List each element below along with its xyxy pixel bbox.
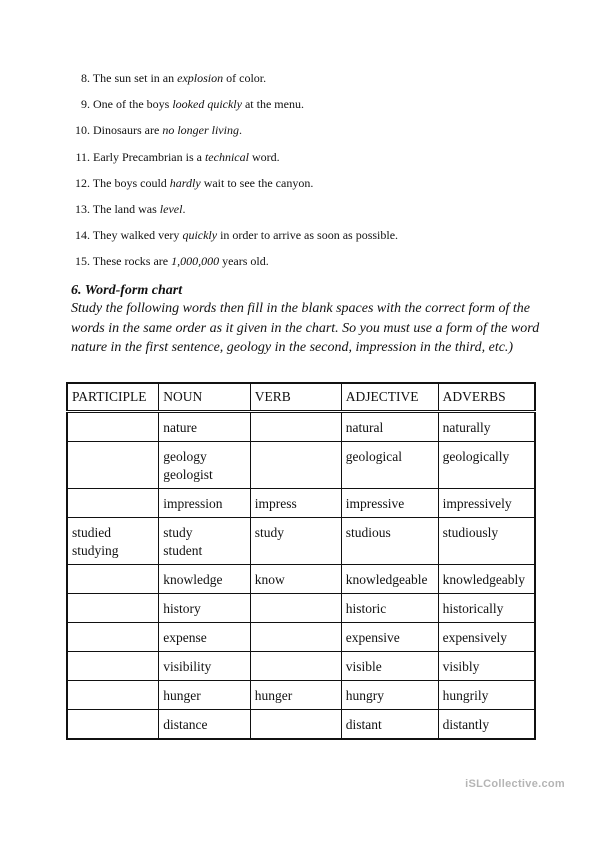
table-row (67, 652, 535, 681)
sentence-item (62, 201, 542, 227)
sentence-text: years old. (219, 254, 269, 269)
table-cell (67, 623, 159, 652)
column-header: ADVERBS (438, 383, 535, 412)
table-cell (67, 442, 159, 489)
cell-word: expense (163, 630, 207, 645)
sentence-target-phrase: explosion (177, 71, 224, 85)
table-cell (438, 681, 535, 710)
cell-word: historically (442, 601, 504, 616)
cell-word: study (254, 525, 284, 540)
cell-word: studying (72, 543, 119, 558)
cell-word: nature (163, 420, 198, 435)
table-row (67, 710, 535, 740)
sentence-item (62, 253, 542, 279)
cell-word: know (254, 572, 285, 587)
sentence-target-phrase: quickly (182, 228, 218, 243)
table-cell (159, 710, 250, 740)
cell-word: history (163, 601, 201, 616)
sentence-item (62, 122, 542, 148)
table-row (67, 681, 535, 710)
sentence-text: . (238, 123, 242, 138)
sentence-number: 11. (75, 149, 90, 164)
table-cell (67, 489, 159, 518)
cell-word: distance (163, 717, 208, 732)
cell-word: visible (345, 659, 382, 674)
table-cell (341, 681, 438, 710)
sentence-text: . (182, 201, 186, 216)
table-row (67, 518, 535, 565)
sentence-item (62, 149, 542, 175)
table-cell (250, 652, 341, 681)
cell-word: distant (345, 717, 382, 732)
section-heading: 6. Word-form chart (71, 283, 183, 298)
table-cell (341, 412, 438, 442)
table-cell (341, 652, 438, 681)
table-cell (438, 623, 535, 652)
sentence-number: 12. (75, 175, 90, 190)
table-cell (341, 710, 438, 740)
table-cell (341, 489, 438, 518)
column-header: NOUN (159, 383, 250, 412)
cell-word: knowledgeably (442, 572, 526, 587)
sentence-text: One of the boys (93, 97, 173, 112)
table-cell (67, 518, 159, 565)
table-cell (159, 652, 250, 681)
column-header: PARTICIPLE (67, 383, 159, 412)
table-cell (67, 681, 159, 710)
cell-word: student (163, 543, 203, 558)
table-cell (438, 594, 535, 623)
cell-word: geology (163, 449, 207, 464)
sentence-text: of color. (223, 71, 267, 85)
table-cell (438, 710, 535, 740)
sentence-target-phrase: looked quickly (172, 97, 242, 112)
table-cell (438, 565, 535, 594)
sentence-text: Dinosaurs are (93, 123, 163, 138)
cell-word: hunger (254, 688, 293, 703)
cell-word: impressively (442, 496, 512, 511)
sentence-target-phrase: level (159, 201, 183, 216)
table-row (67, 442, 535, 489)
cell-word: hungrily (442, 688, 489, 703)
sentence-item (62, 70, 542, 96)
word-form-chart (66, 382, 536, 740)
sentence-target-phrase: no longer living (162, 123, 239, 138)
cell-word: impress (254, 496, 297, 511)
sentence-text: at the menu. (241, 97, 304, 112)
table-cell (250, 594, 341, 623)
cell-word: studiously (442, 525, 499, 540)
table-cell (341, 594, 438, 623)
cell-word: studied (72, 525, 111, 540)
cell-word: knowledgeable (345, 572, 428, 587)
cell-word: impression (163, 496, 223, 511)
table-cell (159, 565, 250, 594)
table-cell (67, 565, 159, 594)
table-cell (341, 518, 438, 565)
sentence-text: The boys could (92, 175, 170, 190)
sentence-text: The sun set in an (92, 71, 178, 85)
sentence-text: The land was (92, 201, 160, 216)
watermark: iSLCollective.com (465, 778, 565, 790)
cell-word: study (163, 525, 193, 540)
table-row (67, 594, 535, 623)
cell-word: knowledge (163, 572, 223, 587)
cell-word: geologically (442, 449, 510, 464)
sentence-target-phrase: hardly (169, 175, 201, 190)
table-row (67, 565, 535, 594)
cell-word: natural (345, 420, 384, 435)
table-cell (438, 652, 535, 681)
sentence-text: They walked very (92, 228, 183, 243)
table-cell (250, 565, 341, 594)
section-instructions: Study the following words then fill in the blank spaces with the correct form of the words in the same order as it given in the chart. So you must use a form of the word nature in the first sentence, geology in the second, impression in the third, etc.) (71, 301, 540, 355)
cell-word: naturally (442, 420, 491, 435)
cell-word: visibility (163, 659, 212, 674)
table-cell (341, 442, 438, 489)
table-cell (438, 518, 535, 565)
cell-word: impressive (345, 496, 405, 511)
cell-word: expensive (345, 630, 400, 645)
table-row (67, 623, 535, 652)
table-header-row (67, 383, 535, 412)
cell-word: hungry (345, 688, 384, 703)
cell-word: visibly (442, 659, 480, 674)
sentence-text: in order to arrive as soon as possible. (217, 228, 399, 243)
table-row (67, 412, 535, 442)
cell-word: hunger (163, 688, 201, 703)
table-cell (159, 489, 250, 518)
table-cell (250, 623, 341, 652)
table-cell (250, 518, 341, 565)
table-cell (438, 489, 535, 518)
table-cell (159, 594, 250, 623)
sentence-number: 14. (75, 228, 90, 243)
table-cell (159, 518, 250, 565)
sentence-text: wait to see the canyon. (200, 175, 314, 190)
table-cell (250, 442, 341, 489)
sentence-text: word. (248, 149, 280, 164)
table-cell (341, 623, 438, 652)
sentence-item (62, 175, 542, 201)
table-cell (159, 412, 250, 442)
table-cell (67, 710, 159, 740)
cell-word: distantly (442, 717, 490, 732)
table-cell (438, 412, 535, 442)
sentence-text: These rocks are (92, 254, 172, 269)
sentence-target-phrase: technical (204, 149, 249, 164)
table-cell (67, 412, 159, 442)
sentence-number: 15. (75, 254, 90, 269)
column-header: VERB (250, 383, 341, 412)
table-cell (159, 442, 250, 489)
table-row (67, 489, 535, 518)
sentence-list (62, 70, 542, 280)
column-header: ADJECTIVE (341, 383, 438, 412)
cell-word: historic (345, 601, 387, 616)
cell-word: expensively (442, 630, 508, 645)
sentence-target-phrase: 1,000,000 (171, 254, 220, 269)
table-cell (341, 565, 438, 594)
cell-word: geological (345, 449, 402, 464)
table-cell (67, 594, 159, 623)
cell-word: studious (345, 525, 391, 540)
cell-word: geologist (163, 467, 213, 482)
sentence-number: 8. (81, 71, 90, 85)
sentence-item (62, 227, 542, 253)
table-cell (159, 681, 250, 710)
sentence-item (62, 96, 542, 122)
table-cell (438, 442, 535, 489)
sentence-number: 9. (81, 97, 90, 112)
table-cell (250, 489, 341, 518)
table-cell (250, 412, 341, 442)
table-cell (250, 681, 341, 710)
sentence-text: Early Precambrian is a (93, 149, 205, 164)
sentence-number: 13. (75, 201, 90, 216)
table-cell (250, 710, 341, 740)
table-cell (159, 623, 250, 652)
sentence-number: 10. (75, 123, 90, 138)
table-cell (67, 652, 159, 681)
